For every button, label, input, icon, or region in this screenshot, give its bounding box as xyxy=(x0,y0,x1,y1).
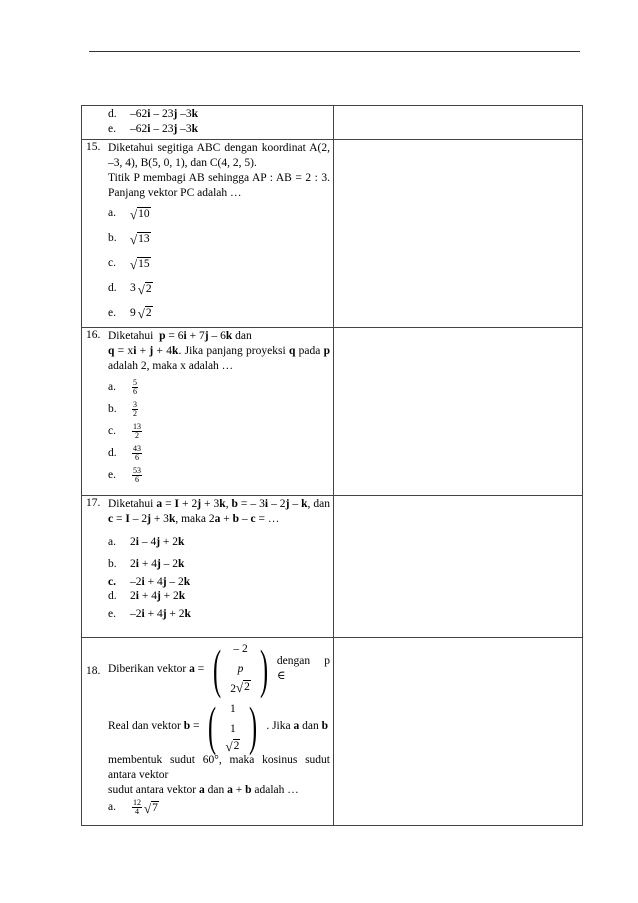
question-number: 18. xyxy=(86,665,101,677)
header-rule xyxy=(89,51,580,52)
option-d: d. 3 √ 2 xyxy=(108,281,152,297)
option-a: a. 2i – 4j + 2k xyxy=(108,535,185,548)
answer-cell xyxy=(334,638,583,826)
question-stem-2: Titik P membagi AB sehingga AP : AB = 2 : 3. Panjang vektor PC adalah … xyxy=(108,172,330,199)
option-text: –62i – 23j –3k xyxy=(130,123,199,135)
table-row xyxy=(82,140,583,328)
question-stem: Diberikan vektor a = ( – 2 p 2 √ 2 ) dengan p ∈ Real dan vektor b = ( 1 1 √ 2 ) . Jika a dan b membentuk sudut 60°, maka kosinus sudut antara vektor sudut antara vektor a dan a + b adalah … xyxy=(108,639,330,796)
option-text: 2i + 4j + 2k xyxy=(130,589,186,602)
option-text: –2i + 4j + 2k xyxy=(130,607,191,620)
option-text: 2i – 4j + 2k xyxy=(130,535,185,548)
vector-b-matrix: ( 1 1 √ 2 ) xyxy=(208,696,258,756)
option-text: –2i + 4j – 2k xyxy=(130,575,191,588)
option-a: a. $\frac{12}{4}$ √ 7 xyxy=(108,798,158,816)
question-number: 17. xyxy=(86,497,101,509)
option-e: e. 9 √ 2 xyxy=(108,306,152,321)
option-text: 2i + 4j – 2k xyxy=(130,557,185,570)
option-d: d. $\frac{43}{6}$ xyxy=(108,443,141,462)
question-stem-2: membentuk sudut 60°, maka kosinus sudut antara vektor xyxy=(108,754,330,781)
question-table xyxy=(81,105,583,826)
option-c: c. $\frac{13}{2}$ xyxy=(108,421,141,440)
option-b: b. 2i + 4j – 2k xyxy=(108,557,185,570)
question-cell xyxy=(82,328,334,496)
option-a: a. $\frac{5}{6}$ xyxy=(108,377,137,396)
question-cell xyxy=(82,106,334,140)
question-cell xyxy=(82,638,334,826)
question-cell xyxy=(82,140,334,328)
question-number: 16. xyxy=(86,329,101,341)
option-c: c. √ 15 xyxy=(108,256,150,272)
question-number: 15. xyxy=(86,141,101,153)
option-b: b. $\frac{3}{2}$ xyxy=(108,399,137,418)
option-text: –62i – 23j –3k xyxy=(130,108,199,120)
option-e: e. –2i + 4j + 2k xyxy=(108,607,191,620)
answer-cell xyxy=(334,106,583,140)
table-row xyxy=(82,496,583,638)
option-e: e. –62i – 23j –3k xyxy=(108,123,199,135)
vector-a-matrix: ( – 2 p 2 √ 2 ) xyxy=(213,639,268,699)
question-stem: Diketahui p = 6i + 7j – 6k dan q = xi + j + 4k. Jika panjang proyeksi q pada p adalah 2, maka x adalah … xyxy=(108,330,330,372)
answer-cell xyxy=(334,496,583,638)
option-e: e. $\frac{53}{6}$ xyxy=(108,465,141,484)
option-c: c. –2i + 4j – 2k xyxy=(108,575,191,588)
option-a: a. √ 10 xyxy=(108,206,150,222)
option-d: d. 2i + 4j + 2k xyxy=(108,589,186,602)
option-d: d. –62i – 23j –3k xyxy=(108,108,199,120)
question-stem: Diketahui a = I + 2j + 3k, b = – 3i – 2j – k, dan c = I – 2j + 3k, maka 2a + b – c = … xyxy=(108,498,330,525)
table-row xyxy=(82,328,583,496)
table-row xyxy=(82,106,583,140)
answer-cell xyxy=(334,328,583,496)
question-cell xyxy=(82,496,334,638)
table-row xyxy=(82,638,583,826)
option-b: b. √ 13 xyxy=(108,231,150,247)
question-stem: Diketahui segitiga ABC dengan koordinat A(2, –3, 4), B(5, 0, 1), dan C(4, 2, 5). xyxy=(108,142,330,169)
answer-cell xyxy=(334,140,583,328)
